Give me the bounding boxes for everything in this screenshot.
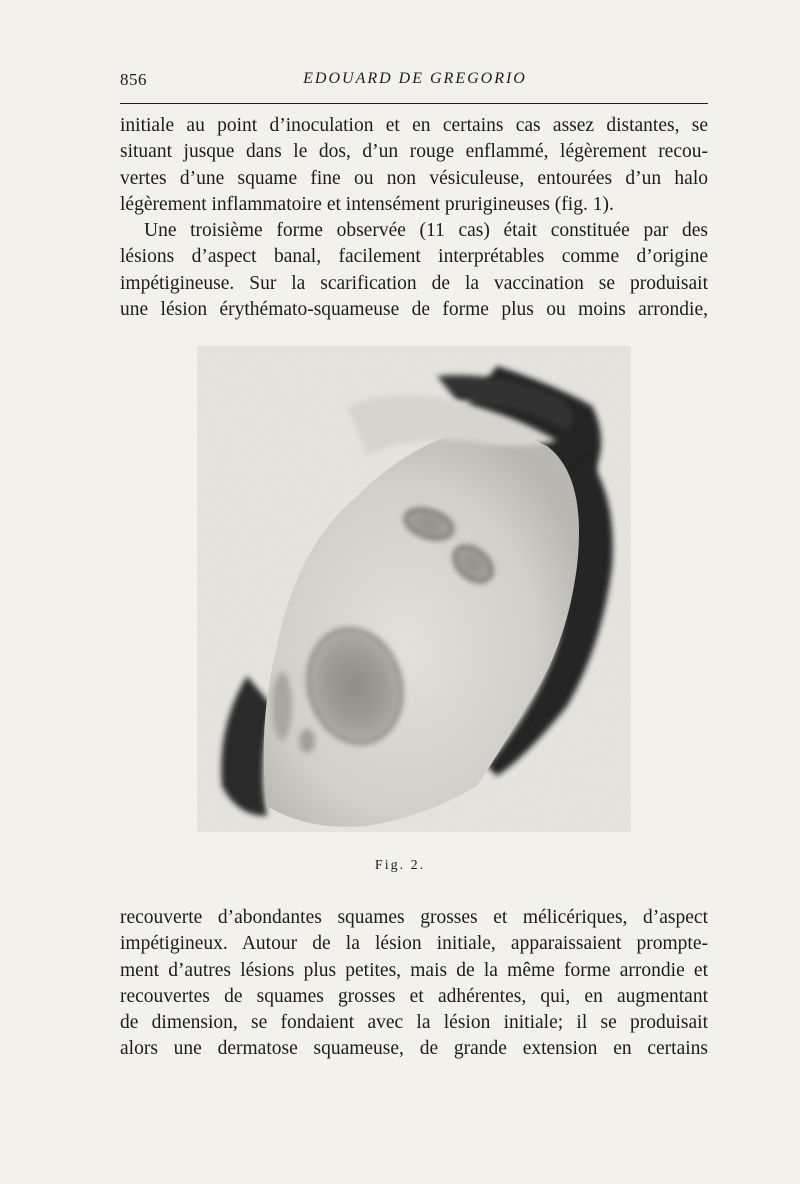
text-line: vertes d’une squame fine ou non vésiculeuse, entourées d’un halo <box>120 167 708 189</box>
page-header <box>120 70 710 98</box>
running-title: EDOUARD DE GREGORIO <box>303 70 527 87</box>
shoulder-lesion-photo <box>197 346 631 832</box>
text-line: ment d’autres lésions plus petites, mais de la même forme arrondie et <box>120 959 708 981</box>
photo-grain <box>197 346 631 832</box>
text-line: lésions d’aspect banal, facilement interprétables comme d’origine <box>120 246 708 268</box>
text-line: impétigineuse. Sur la scarification de la vaccination se produisait <box>120 272 708 294</box>
header-rule <box>120 103 708 104</box>
text-line: légèrement inflammatoire et intensément prurigineuses (fig. 1). <box>120 193 614 215</box>
text-line: de dimension, se fondaient avec la lésion initiale; il se produisait <box>120 1012 708 1034</box>
text-line: recouverte d’abondantes squames grosses et mélicériques, d’aspect <box>120 907 708 928</box>
page-number: 856 <box>120 70 147 89</box>
text-line: alors une dermatose squameuse, de grande extension en certains <box>120 1038 708 1060</box>
text-line: impétigineux. Autour de la lésion initiale, apparaissaient prompte- <box>120 933 708 955</box>
paragraph-top <box>120 113 708 323</box>
text-line: initiale au point d’inoculation et en certains cas assez distantes, se <box>120 115 708 136</box>
text-line: situant jusque dans le dos, d’un rouge enflammé, légèrement recou- <box>120 141 708 163</box>
paragraph-bottom <box>120 905 708 1063</box>
text-line: une lésion érythémato-squameuse de forme plus ou moins arrondie, <box>120 299 708 321</box>
figure-photograph <box>197 346 631 832</box>
text-line: Une troisième forme observée (11 cas) était constituée par des <box>144 220 708 242</box>
figure-caption: Fig. 2. <box>374 858 426 873</box>
text-line: recouvertes de squames grosses et adhérentes, qui, en augmentant <box>120 985 708 1007</box>
